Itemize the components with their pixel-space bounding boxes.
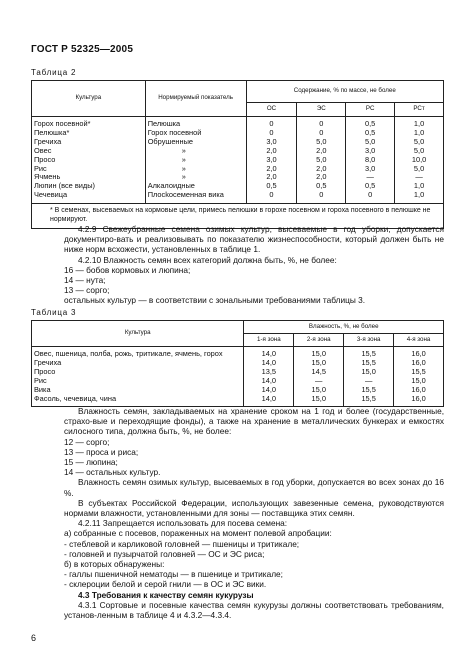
table-3-subheader: 4-я зона: [394, 334, 444, 347]
table-cell: 15,0: [294, 386, 344, 395]
list-item: 13 — сорго;: [64, 285, 110, 296]
table-cell: 16,0: [394, 347, 444, 359]
table-2-footnote: * В семенах, высеваемых на кормовые цели, примесь пелюшки в горохе посевном и гороха посевного в пелюшке не нормируют.: [32, 204, 444, 229]
list-item: 12 — сорго;: [64, 436, 110, 447]
table-cell: Люпин (все виды): [32, 182, 146, 191]
table-cell: —: [395, 173, 444, 182]
list-item: 14 — нута;: [64, 275, 106, 286]
paragraph: В субъектах Российской Федерации, использующих завезенные семена, руководствуются нормами влажности, установленными для зоны — поставщика этих семян.: [64, 497, 444, 519]
page-number: 6: [31, 633, 37, 643]
table-cell: Рис: [32, 165, 146, 174]
table-cell: 14,0: [244, 395, 294, 407]
table-cell: —: [294, 377, 344, 386]
table-row: [32, 147, 444, 156]
table-3: [31, 320, 444, 407]
table-cell: 15,5: [344, 347, 394, 359]
table-cell: Ячмень: [32, 173, 146, 182]
table-cell: »: [145, 147, 246, 156]
table-cell: —: [346, 173, 395, 182]
table-cell: 15,0: [294, 359, 344, 368]
table-cell: Просо: [32, 156, 146, 165]
table-cell: 0: [346, 191, 395, 203]
table-cell: 8,0: [346, 156, 395, 165]
table-3-subheader: 1-я зона: [244, 334, 294, 347]
table-cell: 16,0: [394, 359, 444, 368]
table-3-subheader: 2-я зона: [294, 334, 344, 347]
list-item: - склероции белой и серой гнили — в ОС и ЭС вики.: [64, 579, 267, 590]
table-row: [32, 129, 444, 138]
table-cell: 3,0: [246, 156, 297, 165]
list-item: - стеблевой и карликовой головней — пшеницы и тритикале;: [64, 538, 300, 549]
table-cell: 0: [246, 117, 297, 129]
table-row: [32, 347, 444, 359]
table-cell: 1,0: [395, 191, 444, 203]
table-cell: 5,0: [297, 138, 346, 147]
table-cell: 0,5: [346, 117, 395, 129]
table-cell: 0: [297, 117, 346, 129]
list-item: б) в которых обнаружены:: [64, 559, 165, 570]
list-item: 16 — бобов кормовых и люпина;: [64, 264, 191, 275]
table-cell: 2,0: [246, 173, 297, 182]
table-row: [32, 165, 444, 174]
table-cell: 0: [246, 129, 297, 138]
table-cell: 5,0: [346, 138, 395, 147]
table-2-header-content: Содержание, % по массе, не более: [246, 81, 443, 103]
paragraph: 4.2.11 Запрещается использовать для посева семена:: [78, 518, 288, 529]
table-row: [32, 156, 444, 165]
list-item: а) собранные с посевов, пораженных на момент полевой апробации:: [64, 528, 332, 539]
table-row: [32, 138, 444, 147]
list-item: 15 — люпина;: [64, 457, 118, 468]
table-cell: Овес, пшеница, полба, рожь, тритикале, ячмень, горох: [32, 347, 244, 359]
table-cell: 0: [297, 191, 346, 203]
table-cell: 0,5: [346, 129, 395, 138]
paragraph: 4.2.9 Свежеубранные семена озимых культур, высеваемые в год уборки, допускается документиро-вать и реализовывать по показателю жизнеспособности, который должен быть не ниже норм всхожести, установленных в таблице 1.: [64, 224, 444, 255]
table-cell: »: [145, 165, 246, 174]
table-3-subheader: 3-я зона: [344, 334, 394, 347]
body-text-block-1: [64, 224, 444, 306]
table-cell: 15,0: [294, 395, 344, 407]
paragraph: 4.3.1 Сортовые и посевные качества семян кукурузы должны соответствовать требованиям, установ-ленным в таблице 4 и 4.3.2—4.3.4.: [64, 599, 444, 621]
table-2-header-crop: Культура: [32, 81, 146, 117]
body-text-block-2: [64, 406, 444, 620]
table-cell: Фасоль, чечевица, чина: [32, 395, 244, 407]
table-cell: 1,0: [395, 117, 444, 129]
table-row: [32, 191, 444, 203]
table-cell: Горох посевной*: [32, 117, 146, 129]
table-cell: —: [344, 377, 394, 386]
table-2: [31, 80, 444, 229]
table-cell: »: [145, 156, 246, 165]
section-heading: 4.3 Требования к качеству семян кукурузы: [78, 589, 254, 600]
table-cell: 2,0: [297, 147, 346, 156]
table-cell: Овес: [32, 147, 146, 156]
table-cell: Рис: [32, 377, 244, 386]
table-cell: 5,0: [395, 138, 444, 147]
list-item: - головней и пузырчатой головней — ОС и ЭС риса;: [64, 548, 265, 559]
table-cell: Пелюшка: [145, 117, 246, 129]
table-row: [32, 368, 444, 377]
table-3-header-crop: Культура: [32, 321, 244, 347]
table-cell: 2,0: [297, 173, 346, 182]
table-cell: 0,5: [246, 182, 297, 191]
table-cell: 2,0: [246, 147, 297, 156]
table-cell: 1,0: [395, 129, 444, 138]
table-row: [32, 182, 444, 191]
table-cell: 14,0: [244, 359, 294, 368]
document-header: ГОСТ Р 52325—2005: [31, 44, 134, 55]
table-cell: Обрушенные: [145, 138, 246, 147]
table-cell: 15,0: [294, 347, 344, 359]
table-cell: 0,5: [297, 182, 346, 191]
list-item: - галлы пшеничной нематоды — в пшенице и тритикале;: [64, 569, 283, 580]
table-cell: 14,5: [294, 368, 344, 377]
table-3-header-moisture: Влажность, %, не более: [244, 321, 444, 334]
table-cell: 3,0: [246, 138, 297, 147]
table-cell: 3,0: [346, 147, 395, 156]
table-cell: Вика: [32, 386, 244, 395]
table-row: [32, 117, 444, 129]
table-cell: Пелюшка*: [32, 129, 146, 138]
table-cell: 2,0: [297, 165, 346, 174]
table-cell: 5,0: [395, 165, 444, 174]
table-cell: Гречиха: [32, 359, 244, 368]
table-cell: 0: [246, 191, 297, 203]
table-2-caption: Таблица 2: [31, 68, 77, 77]
table-3-caption: Таблица 3: [31, 308, 77, 317]
table-cell: 15,5: [344, 359, 394, 368]
table-cell: 3,0: [346, 165, 395, 174]
table-cell: Просо: [32, 368, 244, 377]
table-cell: 10,0: [395, 156, 444, 165]
table-cell: 14,0: [244, 347, 294, 359]
table-row: [32, 359, 444, 368]
table-cell: 14,0: [244, 386, 294, 395]
paragraph: Влажность семян озимых культур, высеваемых в год уборки, допускается во всех зонах до 16 %.: [64, 477, 444, 498]
table-2-subheader: РСт: [395, 103, 444, 117]
table-2-subheader: ОС: [246, 103, 297, 117]
table-cell: 16,0: [394, 386, 444, 395]
table-cell: Алкалоидные: [145, 182, 246, 191]
table-cell: Гречиха: [32, 138, 146, 147]
list-item: 14 — остальных культур.: [64, 467, 161, 478]
list-item: остальных культур — в соответствии с зональными требованиями таблицы 3.: [64, 295, 366, 306]
table-cell: 15,0: [394, 377, 444, 386]
table-cell: 13,5: [244, 368, 294, 377]
table-2-subheader: РС: [346, 103, 395, 117]
table-cell: »: [145, 173, 246, 182]
table-cell: Плосkосеменная вика: [145, 191, 246, 203]
table-row: [32, 377, 444, 386]
table-cell: 5,0: [297, 156, 346, 165]
table-cell: 15,5: [394, 368, 444, 377]
table-cell: 15,5: [344, 386, 394, 395]
paragraph: 4.2.10 Влажность семян всех категорий должна быть, %, не более:: [78, 254, 337, 265]
table-cell: 1,0: [395, 182, 444, 191]
table-cell: 0,5: [346, 182, 395, 191]
table-2-header-indicator: Нормируемый показатель: [145, 81, 246, 117]
list-item: 13 — проса и риса;: [64, 446, 139, 457]
table-cell: 0: [297, 129, 346, 138]
paragraph: Влажность семян, закладываемых на хранение сроком на 1 год и более (государственные, страхо-вые и переходящие фонды), а также на хранение в металлических бункерах и емкостях силосного типа, должна быть, %, не более:: [64, 406, 444, 437]
table-cell: Горох посевной: [145, 129, 246, 138]
table-cell: 16,0: [394, 395, 444, 407]
table-cell: 2,0: [246, 165, 297, 174]
table-cell: 14,0: [244, 377, 294, 386]
table-cell: 15,0: [344, 368, 394, 377]
table-cell: Чечевица: [32, 191, 146, 203]
table-2-subheader: ЭС: [297, 103, 346, 117]
table-cell: 5,0: [395, 147, 444, 156]
table-cell: 15,5: [344, 395, 394, 407]
